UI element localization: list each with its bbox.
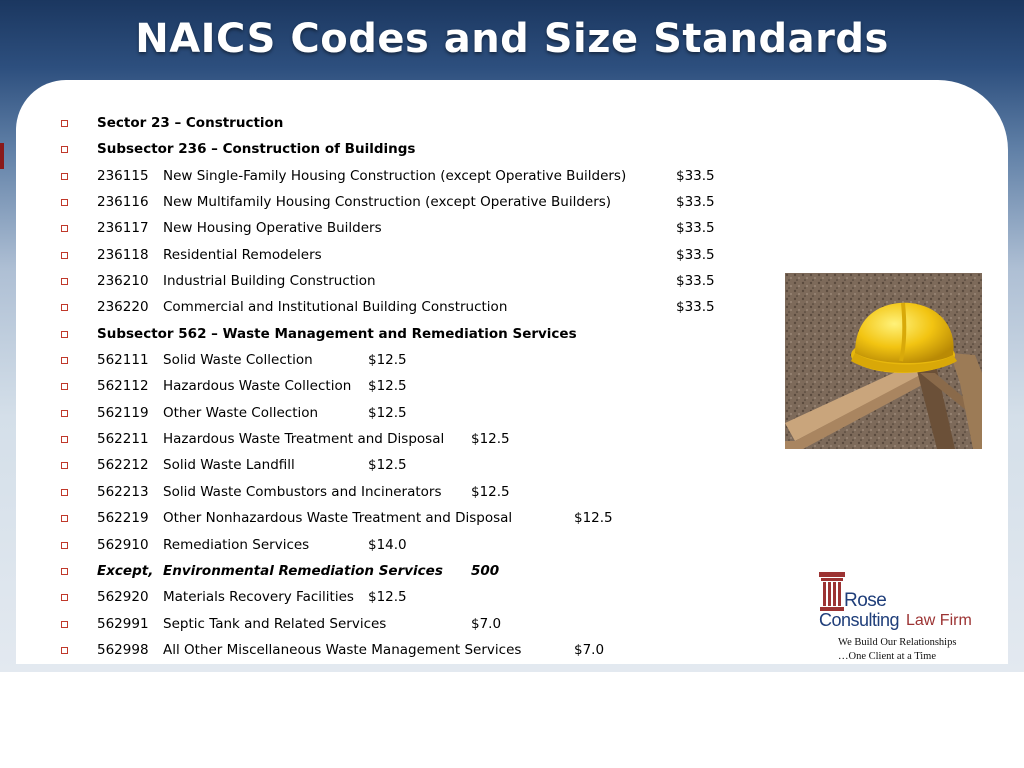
industry-description: All Other Miscellaneous Waste Management Services [163,641,522,658]
size-standard: $33.5 [676,167,715,184]
square-bullet-icon [61,462,68,469]
list-item [58,373,778,399]
size-standard: $12.5 [368,352,407,369]
square-bullet-icon [61,515,68,522]
industry-description: Septic Tank and Related Services [163,615,387,632]
list-item [58,611,778,637]
section-heading: Subsector 236 – Construction of Buildings [97,141,416,158]
size-standard: $12.5 [368,378,407,395]
list-item [58,426,778,452]
size-standard: $12.5 [471,431,510,448]
square-bullet-icon [61,252,68,259]
naics-code: 562920 [97,589,149,606]
industry-description: Other Nonhazardous Waste Treatment and Disposal [163,510,513,527]
list-item [58,452,778,478]
square-bullet-icon [61,542,68,549]
list-item [58,136,778,162]
naics-list [58,110,778,663]
list-item [58,294,778,320]
square-bullet-icon [61,120,68,127]
slide-title: NAICS Codes and Size Standards [135,16,889,62]
square-bullet-icon [61,357,68,364]
square-bullet-icon [61,331,68,338]
square-bullet-icon [61,489,68,496]
industry-description: Industrial Building Construction [163,273,376,290]
size-standard: $33.5 [676,220,715,237]
square-bullet-icon [61,304,68,311]
naics-code: 562219 [97,510,149,527]
industry-description: Materials Recovery Facilities [163,589,354,606]
industry-description: Solid Waste Landfill [163,457,295,474]
list-item [58,110,778,136]
size-standard: $14.0 [368,536,407,553]
list-item [58,532,778,558]
industry-description: Other Waste Collection [163,404,319,421]
naics-code: 562213 [97,483,149,500]
list-item [58,189,778,215]
size-standard: $7.0 [574,641,605,658]
list-item [58,400,778,426]
size-standard: $12.5 [471,483,510,500]
list-item [58,347,778,373]
square-bullet-icon [61,647,68,654]
logo-suffix: Law Firm [906,612,972,629]
section-heading: Sector 23 – Construction [97,115,284,131]
list-item [58,242,778,268]
naics-code: 562211 [97,431,149,448]
naics-code: 236117 [97,220,149,237]
naics-code: 562112 [97,378,149,395]
industry-description: Hazardous Waste Collection [163,378,352,395]
logo-tagline-2: …One Client at a Time [838,651,936,662]
industry-description: Commercial and Institutional Building Construction [163,299,508,316]
industry-description: Hazardous Waste Treatment and Disposal [163,431,445,448]
logo-name-line2: Consulting [819,610,900,630]
size-standard: $12.5 [368,457,407,474]
industry-description: New Multifamily Housing Construction (except Operative Builders) [163,194,612,211]
list-item [58,215,778,241]
list-item [58,163,778,189]
rose-consulting-logo [818,570,1008,670]
logo-tagline-1: We Build Our Relationships [838,637,957,648]
industry-description: Solid Waste Collection [163,352,313,369]
size-standard: $33.5 [676,194,715,211]
square-bullet-icon [61,568,68,575]
naics-code: 236118 [97,246,149,263]
industry-description: Remediation Services [163,536,310,553]
size-standard: $7.0 [471,615,502,632]
list-item [58,268,778,294]
naics-code: 236115 [97,167,149,184]
industry-description: New Single-Family Housing Construction (except Operative Builders) [163,167,627,184]
square-bullet-icon [61,383,68,390]
list-item [58,505,778,531]
hard-hat-photo [785,273,982,449]
square-bullet-icon [61,621,68,628]
list-item [58,321,778,347]
list-item [58,637,778,663]
size-standard: 500 [471,562,500,579]
square-bullet-icon [61,436,68,443]
square-bullet-icon [61,594,68,601]
list-item [58,479,778,505]
square-bullet-icon [61,410,68,417]
square-bullet-icon [61,173,68,180]
naics-code: 236210 [97,273,149,290]
naics-code: 562991 [97,615,149,632]
industry-description: New Housing Operative Builders [163,220,382,237]
red-edge-tab [0,143,4,169]
size-standard: $12.5 [574,510,613,527]
naics-code: 562111 [97,352,149,369]
size-standard: $33.5 [676,299,715,316]
square-bullet-icon [61,278,68,285]
list-item [58,558,778,584]
naics-code: 562910 [97,536,149,553]
logo-name-line1: Rose [844,590,887,611]
industry-description: Environmental Remediation Services [163,562,443,579]
square-bullet-icon [61,146,68,153]
naics-code: 562212 [97,457,149,474]
industry-description: Solid Waste Combustors and Incinerators [163,483,442,500]
naics-code: 236220 [97,299,149,316]
size-standard: $33.5 [676,273,715,290]
square-bullet-icon [61,199,68,206]
column-icon [818,572,846,612]
size-standard: $12.5 [368,404,407,421]
hard-hat-image [785,273,982,449]
square-bullet-icon [61,225,68,232]
size-standard: $12.5 [368,589,407,606]
naics-code: 236116 [97,194,149,211]
section-heading: Subsector 562 – Waste Management and Remediation Services [97,325,577,342]
size-standard: $33.5 [676,246,715,263]
naics-code: Except, [97,562,154,579]
naics-code: 562998 [97,641,149,658]
industry-description: Residential Remodelers [163,246,322,263]
list-item [58,584,778,610]
naics-code: 562119 [97,404,149,421]
